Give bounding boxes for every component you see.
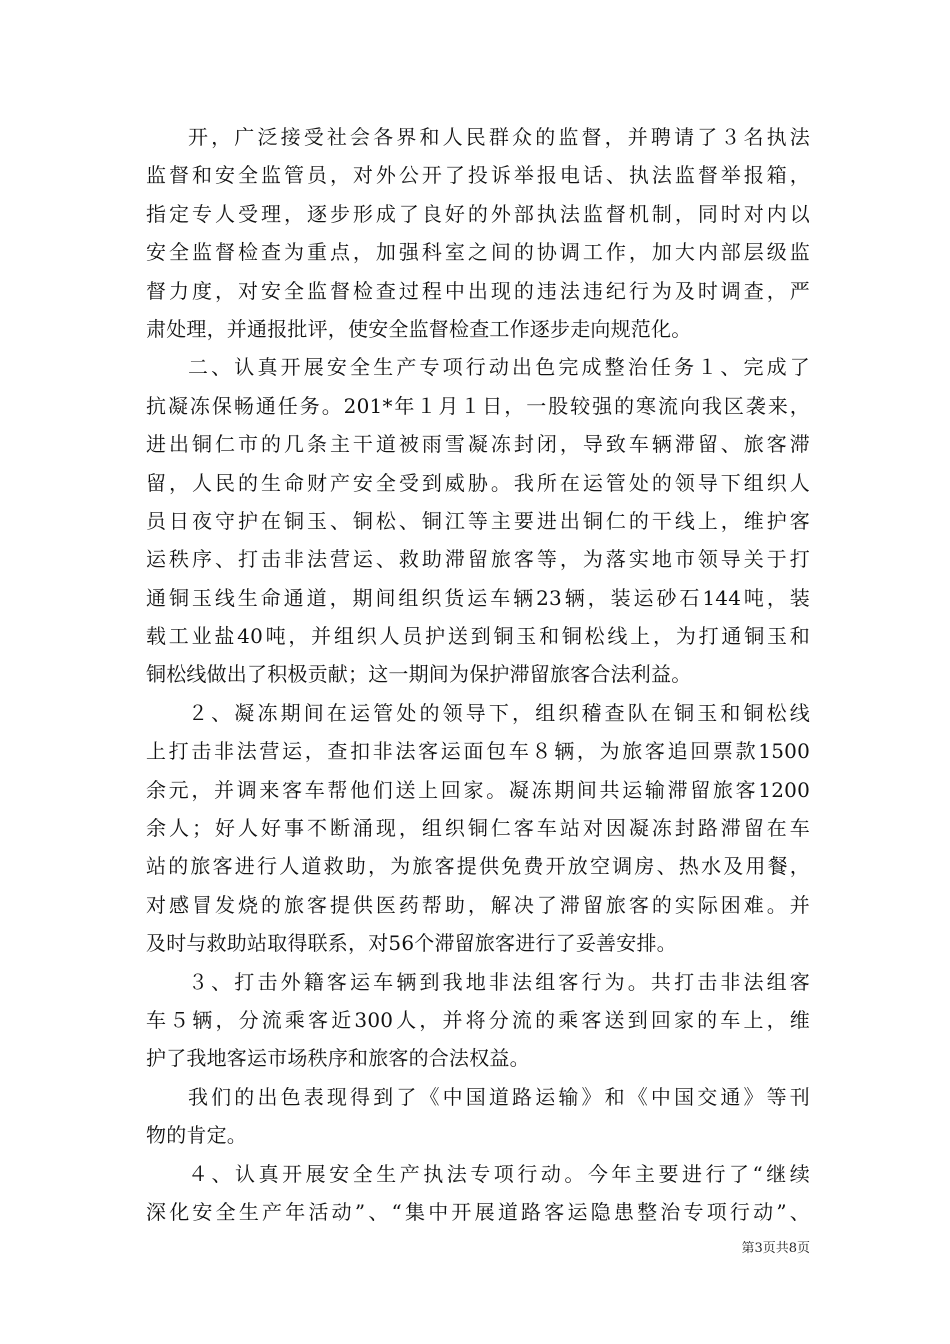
text-line: 肃处理，并通报批评，使安全监督检查工作逐步走向规范化。 (146, 316, 692, 341)
text-line: 我们的出色表现得到了《中国道路运输》和《中国交通》等刊 (188, 1084, 810, 1109)
text-line: 余元，并调来客车帮他们送上回家。凝冻期间共运输滞留旅客1200 (146, 777, 810, 802)
text-line: ４、认真开展安全生产执法专项行动。今年主要进行了“继续 (188, 1161, 810, 1186)
text-line: 车５辆，分流乘客近300人，并将分流的乘客送到回家的车上，维 (146, 1007, 810, 1032)
text-line: 监督和安全监管员，对外公开了投诉举报电话、执法监督举报箱， (146, 163, 810, 188)
text-line: 载工业盐40吨，并组织人员护送到铜玉和铜松线上，为打通铜玉和 (146, 624, 810, 649)
text-line: 运秩序、打击非法营运、救助滞留旅客等，为落实地市领导关于打 (146, 547, 810, 572)
text-line: 及时与救助站取得联系，对56个滞留旅客进行了妥善安排。 (146, 931, 677, 956)
page-number-footer: 第3页共8页 (741, 1241, 810, 1256)
text-line: 铜松线做出了积极贡献；这一期间为保护滞留旅客合法利益。 (146, 662, 692, 687)
text-line: 开，广泛接受社会各界和人民群众的监督，并聘请了３名执法 (188, 125, 810, 149)
text-line: 进出铜仁市的几条主干道被雨雪凝冻封闭，导致车辆滞留、旅客滞 (146, 432, 810, 457)
text-line: 抗凝冻保畅通任务。201*年１月１日，一股较强的寒流向我区袭来， (146, 393, 810, 418)
text-line: 通铜玉线生命通道，期间组织货运车辆23辆，装运砂石144吨，装 (146, 585, 810, 610)
text-line: 深化安全生产年活动”、“集中开展道路客运隐患整治专项行动”、 (146, 1199, 810, 1224)
text-line: 上打击非法营运，查扣非法客运面包车８辆，为旅客追回票款1500 (146, 739, 810, 764)
text-line: ２、凝冻期间在运管处的领导下，组织稽查队在铜玉和铜松线 (188, 700, 810, 725)
text-line: 督力度，对安全监督检查过程中出现的违法违纪行为及时调查，严 (146, 278, 810, 303)
text-line: ３、打击外籍客运车辆到我地非法组客行为。共打击非法组客 (188, 969, 810, 994)
text-line: 物的肯定。 (146, 1123, 247, 1148)
text-line: 余人；好人好事不断涌现，组织铜仁客车站对因凝冻封路滞留在车 (146, 816, 810, 841)
text-line: 护了我地客运市场秩序和旅客的合法权益。 (146, 1046, 530, 1071)
text-line: 安全监督检查为重点，加强科室之间的协调工作，加大内部层级监 (146, 240, 810, 265)
text-line: 员日夜守护在铜玉、铜松、铜江等主要进出铜仁的干线上，维护客 (146, 508, 810, 533)
body-text (146, 118, 810, 1231)
text-line: 留，人民的生命财产安全受到威胁。我所在运管处的领导下组织人 (146, 470, 810, 495)
text-line: 站的旅客进行人道救助，为旅客提供免费开放空调房、热水及用餐， (146, 854, 810, 879)
text-line: 二、认真开展安全生产专项行动出色完成整治任务１、完成了 (188, 355, 810, 380)
text-line: 指定专人受理，逐步形成了良好的外部执法监督机制，同时对内以 (146, 201, 810, 226)
text-line: 对感冒发烧的旅客提供医药帮助，解决了滞留旅客的实际困难。并 (146, 892, 810, 917)
